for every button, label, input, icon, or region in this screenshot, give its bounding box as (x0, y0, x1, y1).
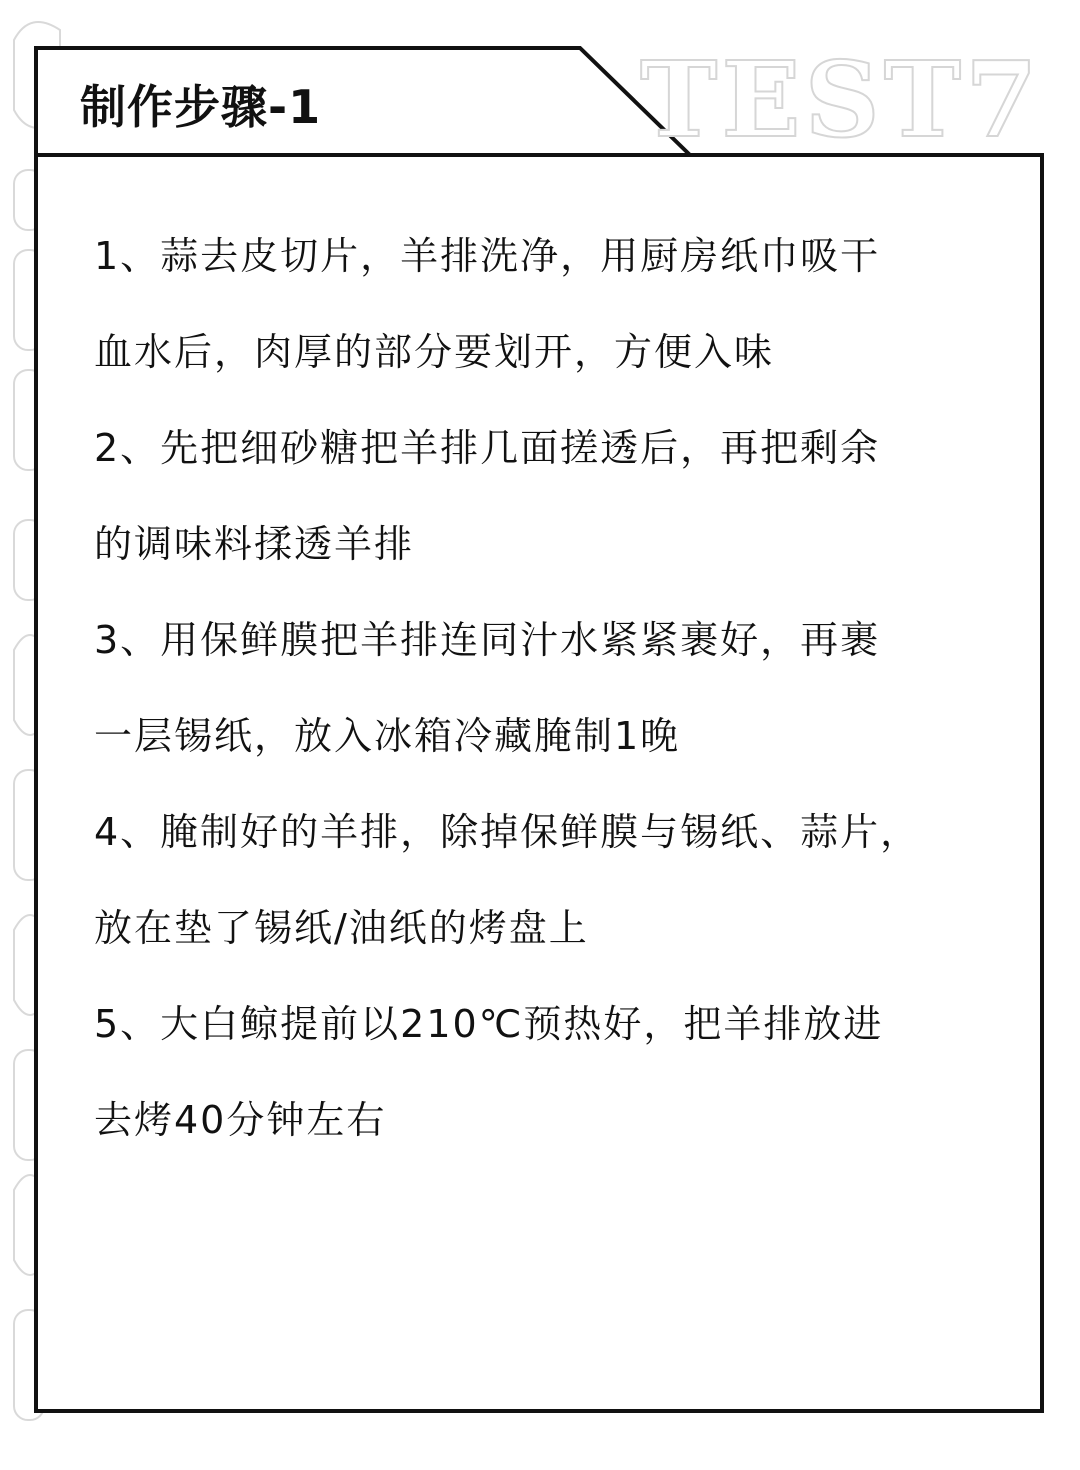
step-item (94, 592, 994, 784)
step-item (94, 208, 994, 400)
page-title: 制作步骤-1 (80, 80, 322, 134)
steps-list (94, 208, 994, 1168)
step-line: 血水后，肉厚的部分要划开，方便入味 (94, 330, 775, 374)
step-line: 5、大白鲸提前以210℃预热好，把羊排放进 (94, 1002, 884, 1046)
step-item (94, 976, 994, 1168)
step-line: 1、蒜去皮切片，羊排洗净，用厨房纸巾吸干 (94, 234, 881, 278)
step-item (94, 784, 994, 976)
step-line: 3、用保鲜膜把羊排连同汁水紧紧裹好，再裹 (94, 618, 881, 662)
step-line: 去烤40分钟左右 (94, 1098, 387, 1142)
watermark-logo: TEST7 (640, 38, 1042, 161)
step-line: 一层锡纸，放入冰箱冷藏腌制1晚 (94, 714, 681, 758)
step-line: 的调味料揉透羊排 (94, 522, 415, 566)
step-line: 2、先把细砂糖把羊排几面搓透后，再把剩余 (94, 426, 881, 470)
step-line: 4、腌制好的羊排，除掉保鲜膜与锡纸、蒜片， (94, 810, 921, 854)
step-line: 放在垫了锡纸/油纸的烤盘上 (94, 906, 589, 950)
step-item (94, 400, 994, 592)
